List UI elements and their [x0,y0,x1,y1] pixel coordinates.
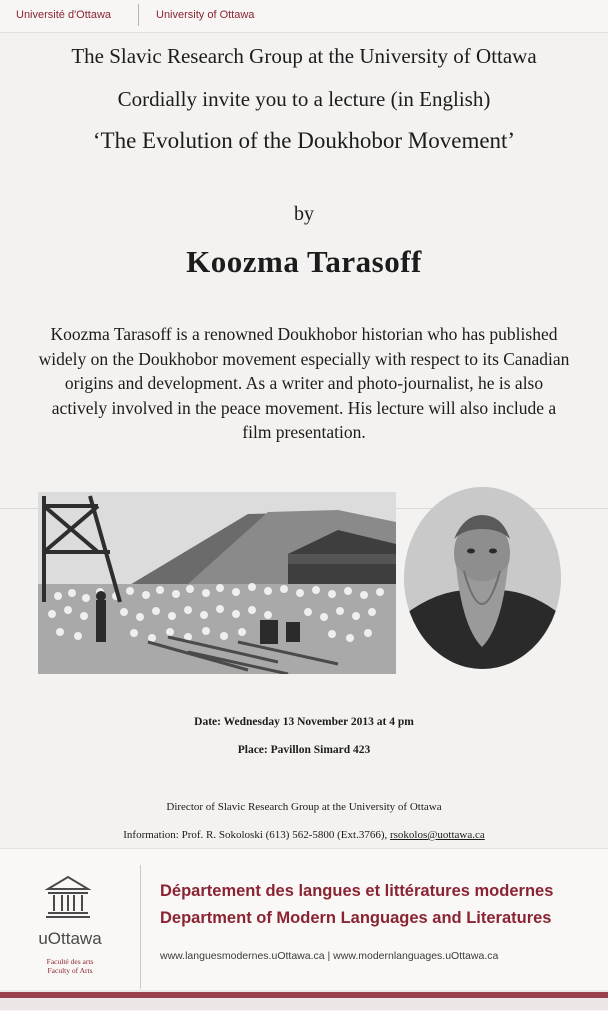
university-header-bar [0,0,608,33]
bottom-red-band [0,992,608,998]
by-label: by [294,203,314,225]
department-name-en: Department of Modern Languages and Literatures [160,909,552,927]
faculty-label [24,957,116,975]
university-name-en: University of Ottawa [156,9,255,21]
university-name-fr: Université d'Ottawa [16,9,112,21]
speaker-bio: Koozma Tarasoff is a renowned Doukhobor historian who has published widely on the Doukhobor movement especially with respect to its Canadian origins and development. As a writer and photo-journalist, he is also actively involved in the peace movement. His lecture will also include a film presentation. [38,324,570,442]
lecture-title: ‘The Evolution of the Doukhobor Movement’ [92,128,516,153]
speaker-name: Koozma Tarasoff [186,244,422,279]
header-divider [138,4,139,26]
department-footer [0,848,608,1011]
faculty-label-fr: Faculté des arts [46,957,94,966]
faculty-label-en: Faculty of Arts [47,966,93,975]
department-name-fr: Département des langues et littératures modernes [160,882,554,900]
contact-email-link[interactable]: rsokolos@uottawa.ca [389,829,485,841]
event-place: Place: Pavillon Simard 423 [237,744,371,756]
contact-info-text: Information: Prof. R. Sokoloski (613) 562-5800 (Ext.3766), [123,829,388,841]
event-date: Date: Wednesday 13 November 2013 at 4 pm [194,716,414,728]
director-line: Director of Slavic Research Group at the University of Ottawa [166,801,442,813]
bottom-stripe [0,990,608,1010]
uottawa-wordmark: uOttawa [38,929,102,948]
speaker-portrait-photo [404,487,561,669]
department-urls[interactable]: www.languesmodernes.uOttawa.ca | www.modernlanguages.uOttawa.ca [160,950,499,962]
host-line: The Slavic Research Group at the University of Ottawa [71,44,537,68]
contact-info [0,829,608,841]
doukhobor-gathering-photo [38,492,396,674]
footer-divider [140,865,141,989]
uottawa-building-logo-icon [44,873,92,926]
invite-line: Cordially invite you to a lecture (in English) [117,87,491,111]
